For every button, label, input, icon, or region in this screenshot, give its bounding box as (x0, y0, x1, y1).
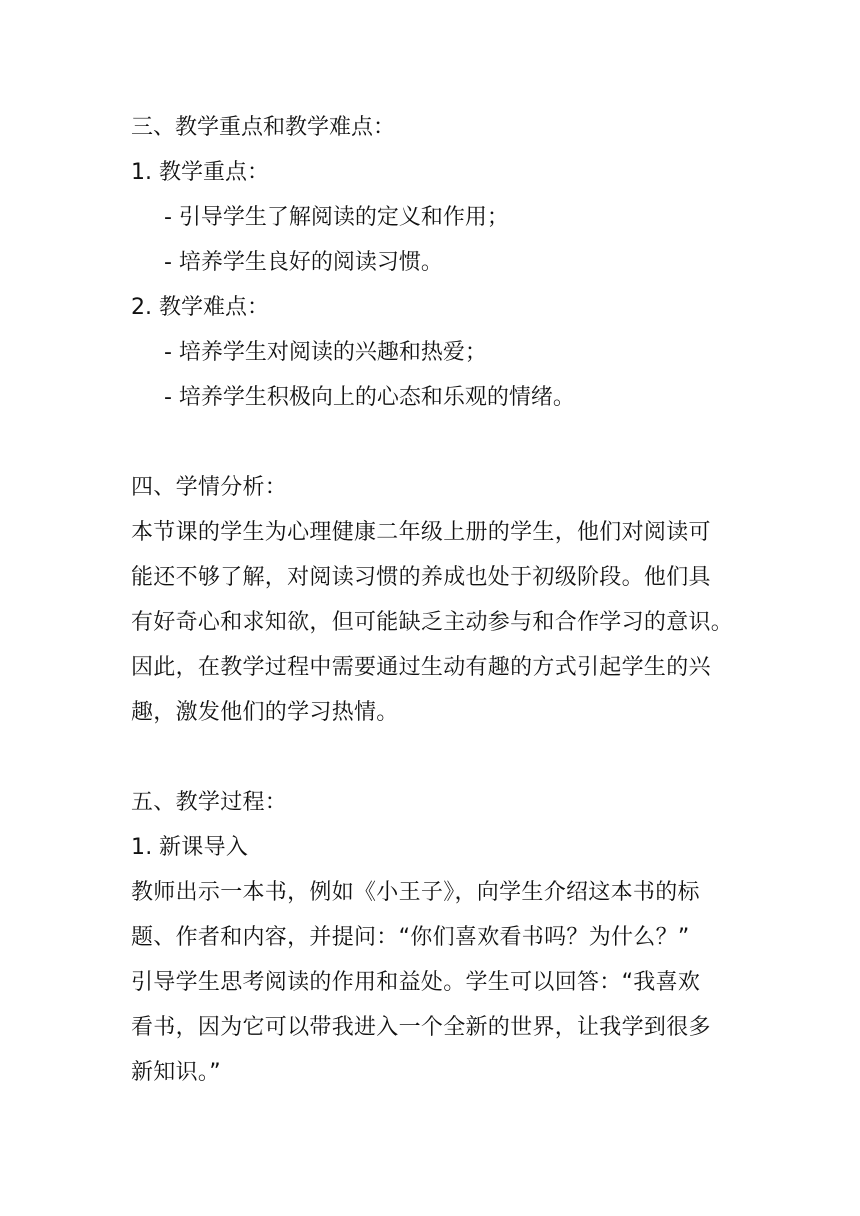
bullet-item: - 引导学生了解阅读的定义和作用； (164, 205, 509, 230)
list-label: 新课导入 (159, 835, 249, 860)
paragraph-line: 有好奇心和求知欲，但可能缺乏主动参与和合作学习的意识。 (131, 610, 734, 635)
section-heading: 四、学情分析： (131, 475, 288, 500)
list-number: 1. (131, 835, 153, 860)
bullet-item: - 培养学生对阅读的兴趣和热爱； (164, 340, 487, 365)
paragraph-line: 引导学生思考阅读的作用和益处。学生可以回答：“我喜欢 (131, 970, 701, 995)
list-item-focus (131, 150, 741, 195)
paragraph-line: 因此，在教学过程中需要通过生动有趣的方式引起学生的兴 (131, 655, 711, 680)
bullet-item: - 培养学生积极向上的心态和乐观的情绪。 (164, 385, 575, 410)
list-item-difficulty (131, 285, 741, 330)
list-label: 教学重点： (159, 160, 270, 185)
bullet-item: - 培养学生良好的阅读习惯。 (164, 250, 443, 275)
paragraph-line: 新知识。” (131, 1060, 221, 1085)
paragraph-line: 能还不够了解，对阅读习惯的养成也处于初级阶段。他们具 (131, 565, 711, 590)
paragraph-line: 趣，激发他们的学习热情。 (131, 700, 399, 725)
paragraph-line: 本节课的学生为心理健康二年级上册的学生，他们对阅读可 (131, 520, 711, 545)
paragraph-line: 题、作者和内容，并提问：“你们喜欢看书吗？为什么？” (131, 925, 690, 950)
section-teaching-process (131, 780, 741, 1095)
list-label: 教学难点： (159, 295, 270, 320)
list-item-intro (131, 825, 741, 870)
section-heading: 三、教学重点和教学难点： (131, 115, 396, 140)
section-heading: 五、教学过程： (131, 790, 288, 815)
paragraph-line: 教师出示一本书，例如《小王子》，向学生介绍这本书的标 (131, 880, 700, 905)
list-number: 2. (131, 295, 152, 320)
section-teaching-focus (131, 105, 741, 420)
section-student-analysis (131, 465, 741, 735)
list-number: 1. (131, 160, 152, 185)
paragraph-line: 看书，因为它可以带我进入一个全新的世界，让我学到很多 (131, 1015, 711, 1040)
